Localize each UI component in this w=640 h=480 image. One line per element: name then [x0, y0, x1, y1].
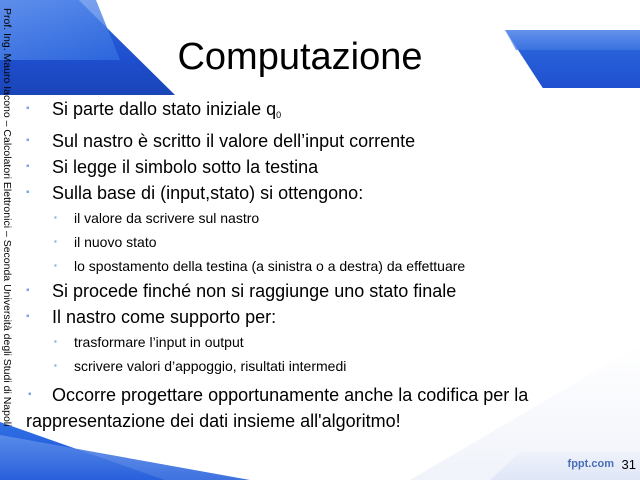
bullet-icon: ▪	[26, 103, 30, 114]
bullet-list	[20, 96, 580, 378]
bullet-item	[20, 304, 580, 330]
bullet-text: trasformare l’input in output	[74, 334, 244, 350]
sub-bullet-item	[20, 330, 580, 354]
sub-bullet-item	[20, 206, 580, 230]
decorative-shape-bottom-left-light	[0, 435, 250, 480]
bullet-text: scrivere valori d’appoggio, risultati intermedi	[74, 358, 347, 374]
slide-title: Computazione	[177, 36, 423, 78]
final-bullet-text: Occorre progettare opportunamente anche la codifica per la rappresentazione dei dati insieme all'algoritmo!	[26, 385, 529, 431]
bullet-item	[20, 128, 580, 154]
bullet-text: Si procede finché non si raggiunge uno stato finale	[52, 281, 457, 301]
brand-logo-text: fppt.com	[567, 458, 614, 470]
bullet-text: Si parte dallo stato iniziale q	[52, 99, 277, 119]
bullet-text: Si legge il simbolo sotto la testina	[52, 157, 319, 177]
bullet-icon: ▪	[26, 187, 30, 198]
bullet-icon: ▪	[54, 213, 57, 222]
bullet-icon: ▪	[28, 389, 32, 400]
bullet-icon: ▪	[54, 337, 57, 346]
bullet-icon: ▪	[26, 135, 30, 146]
bullet-text: il nuovo stato	[74, 234, 157, 250]
subscript-text: 0	[276, 110, 282, 120]
bullet-item	[20, 96, 580, 128]
bullet-text: Il nastro come supporto per:	[52, 307, 277, 327]
sub-bullet-item	[20, 354, 580, 378]
sub-bullet-item	[20, 254, 580, 278]
bullet-item	[20, 180, 580, 206]
sub-bullet-item	[20, 230, 580, 254]
page-number: 31	[621, 457, 636, 472]
bullet-icon: ▪	[26, 285, 30, 296]
side-author-text: Prof. Ing. Mauro Iacono – Calcolatori Elettronici – Seconda Università degli Studi di Napoli	[1, 8, 13, 427]
final-bullet-item	[26, 382, 586, 434]
bullet-text: il valore da scrivere sul nastro	[74, 210, 260, 226]
bullet-item	[20, 154, 580, 180]
bullet-icon: ▪	[26, 161, 30, 172]
bullet-icon: ▪	[54, 237, 57, 246]
bullet-item	[20, 278, 580, 304]
bullet-icon: ▪	[26, 311, 30, 322]
bullet-icon: ▪	[54, 261, 57, 270]
bullet-text: Sulla base di (input,stato) si ottengono:	[52, 183, 364, 203]
bullet-text: lo spostamento della testina (a sinistra o a destra) da effettuare	[74, 258, 466, 274]
bullet-text: Sul nastro è scritto il valore dell’input corrente	[52, 131, 416, 151]
bullet-icon: ▪	[54, 361, 57, 370]
